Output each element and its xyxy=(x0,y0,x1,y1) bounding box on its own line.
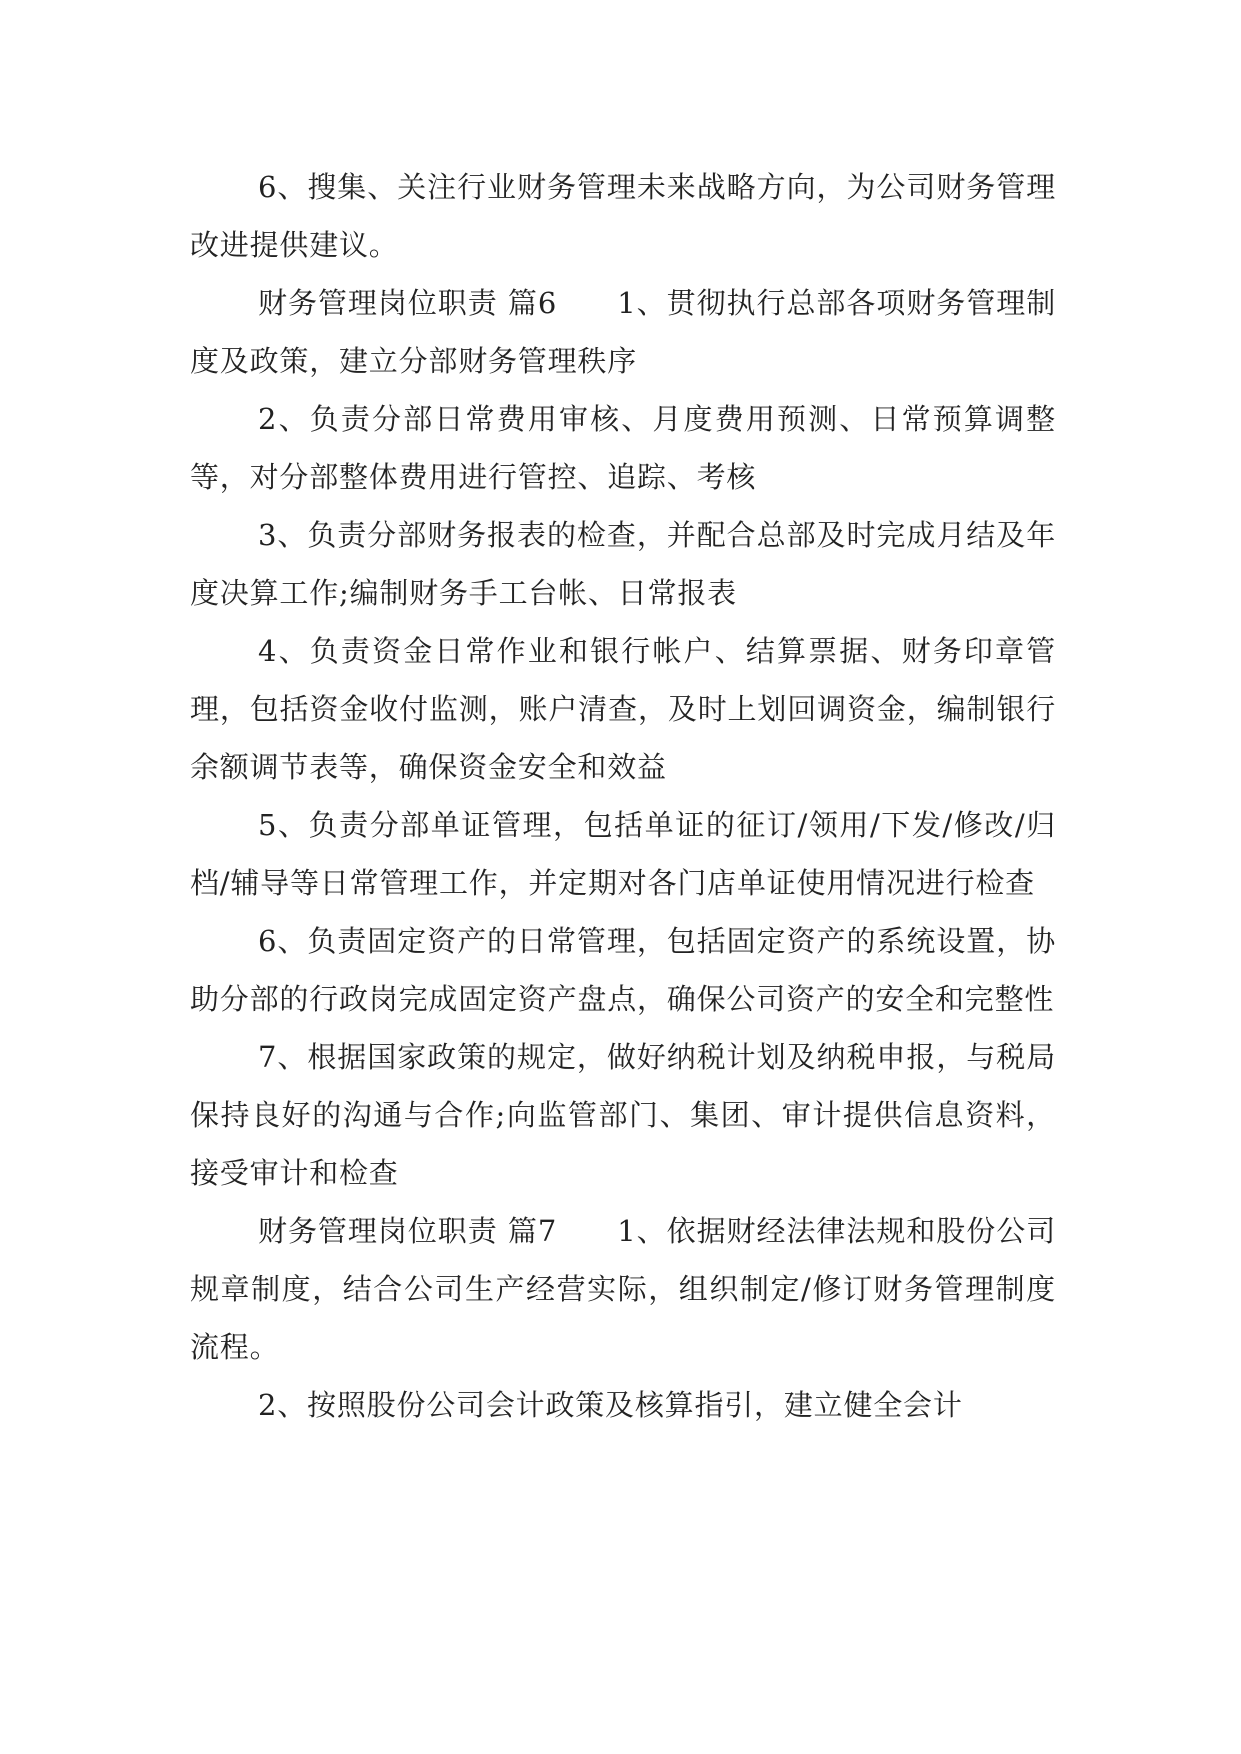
paragraph: 财务管理岗位职责 篇7 1、依据财经法律法规和股份公司规章制度，结合公司生产经营实际，组织制定/修订财务管理制度流程。 xyxy=(190,1214,1056,1364)
paragraph: 3、负责分部财务报表的检查，并配合总部及时完成月结及年度决算工作;编制财务手工台帐、日常报表 xyxy=(190,518,1056,610)
paragraph: 7、根据国家政策的规定，做好纳税计划及纳税申报，与税局保持良好的沟通与合作;向监管部门、集团、审计提供信息资料，接受审计和检查 xyxy=(190,1040,1056,1190)
paragraph: 6、搜集、关注行业财务管理未来战略方向，为公司财务管理改进提供建议。 xyxy=(190,170,1056,262)
paragraph: 2、按照股份公司会计政策及核算指引，建立健全会计 xyxy=(258,1388,963,1422)
paragraph: 6、负责固定资产的日常管理，包括固定资产的系统设置，协助分部的行政岗完成固定资产盘点，确保公司资产的安全和完整性 xyxy=(190,924,1056,1016)
paragraph: 4、负责资金日常作业和银行帐户、结算票据、财务印章管理，包括资金收付监测，账户清查，及时上划回调资金，编制银行余额调节表等，确保资金安全和效益 xyxy=(190,634,1056,784)
paragraph: 2、负责分部日常费用审核、月度费用预测、日常预算调整等，对分部整体费用进行管控、追踪、考核 xyxy=(190,402,1056,494)
paragraph: 财务管理岗位职责 篇6 1、贯彻执行总部各项财务管理制度及政策，建立分部财务管理秩序 xyxy=(190,286,1056,378)
document-body xyxy=(190,158,1056,1434)
paragraph: 5、负责分部单证管理，包括单证的征订/领用/下发/修改/归档/辅导等日常管理工作，并定期对各门店单证使用情况进行检查 xyxy=(190,808,1056,900)
